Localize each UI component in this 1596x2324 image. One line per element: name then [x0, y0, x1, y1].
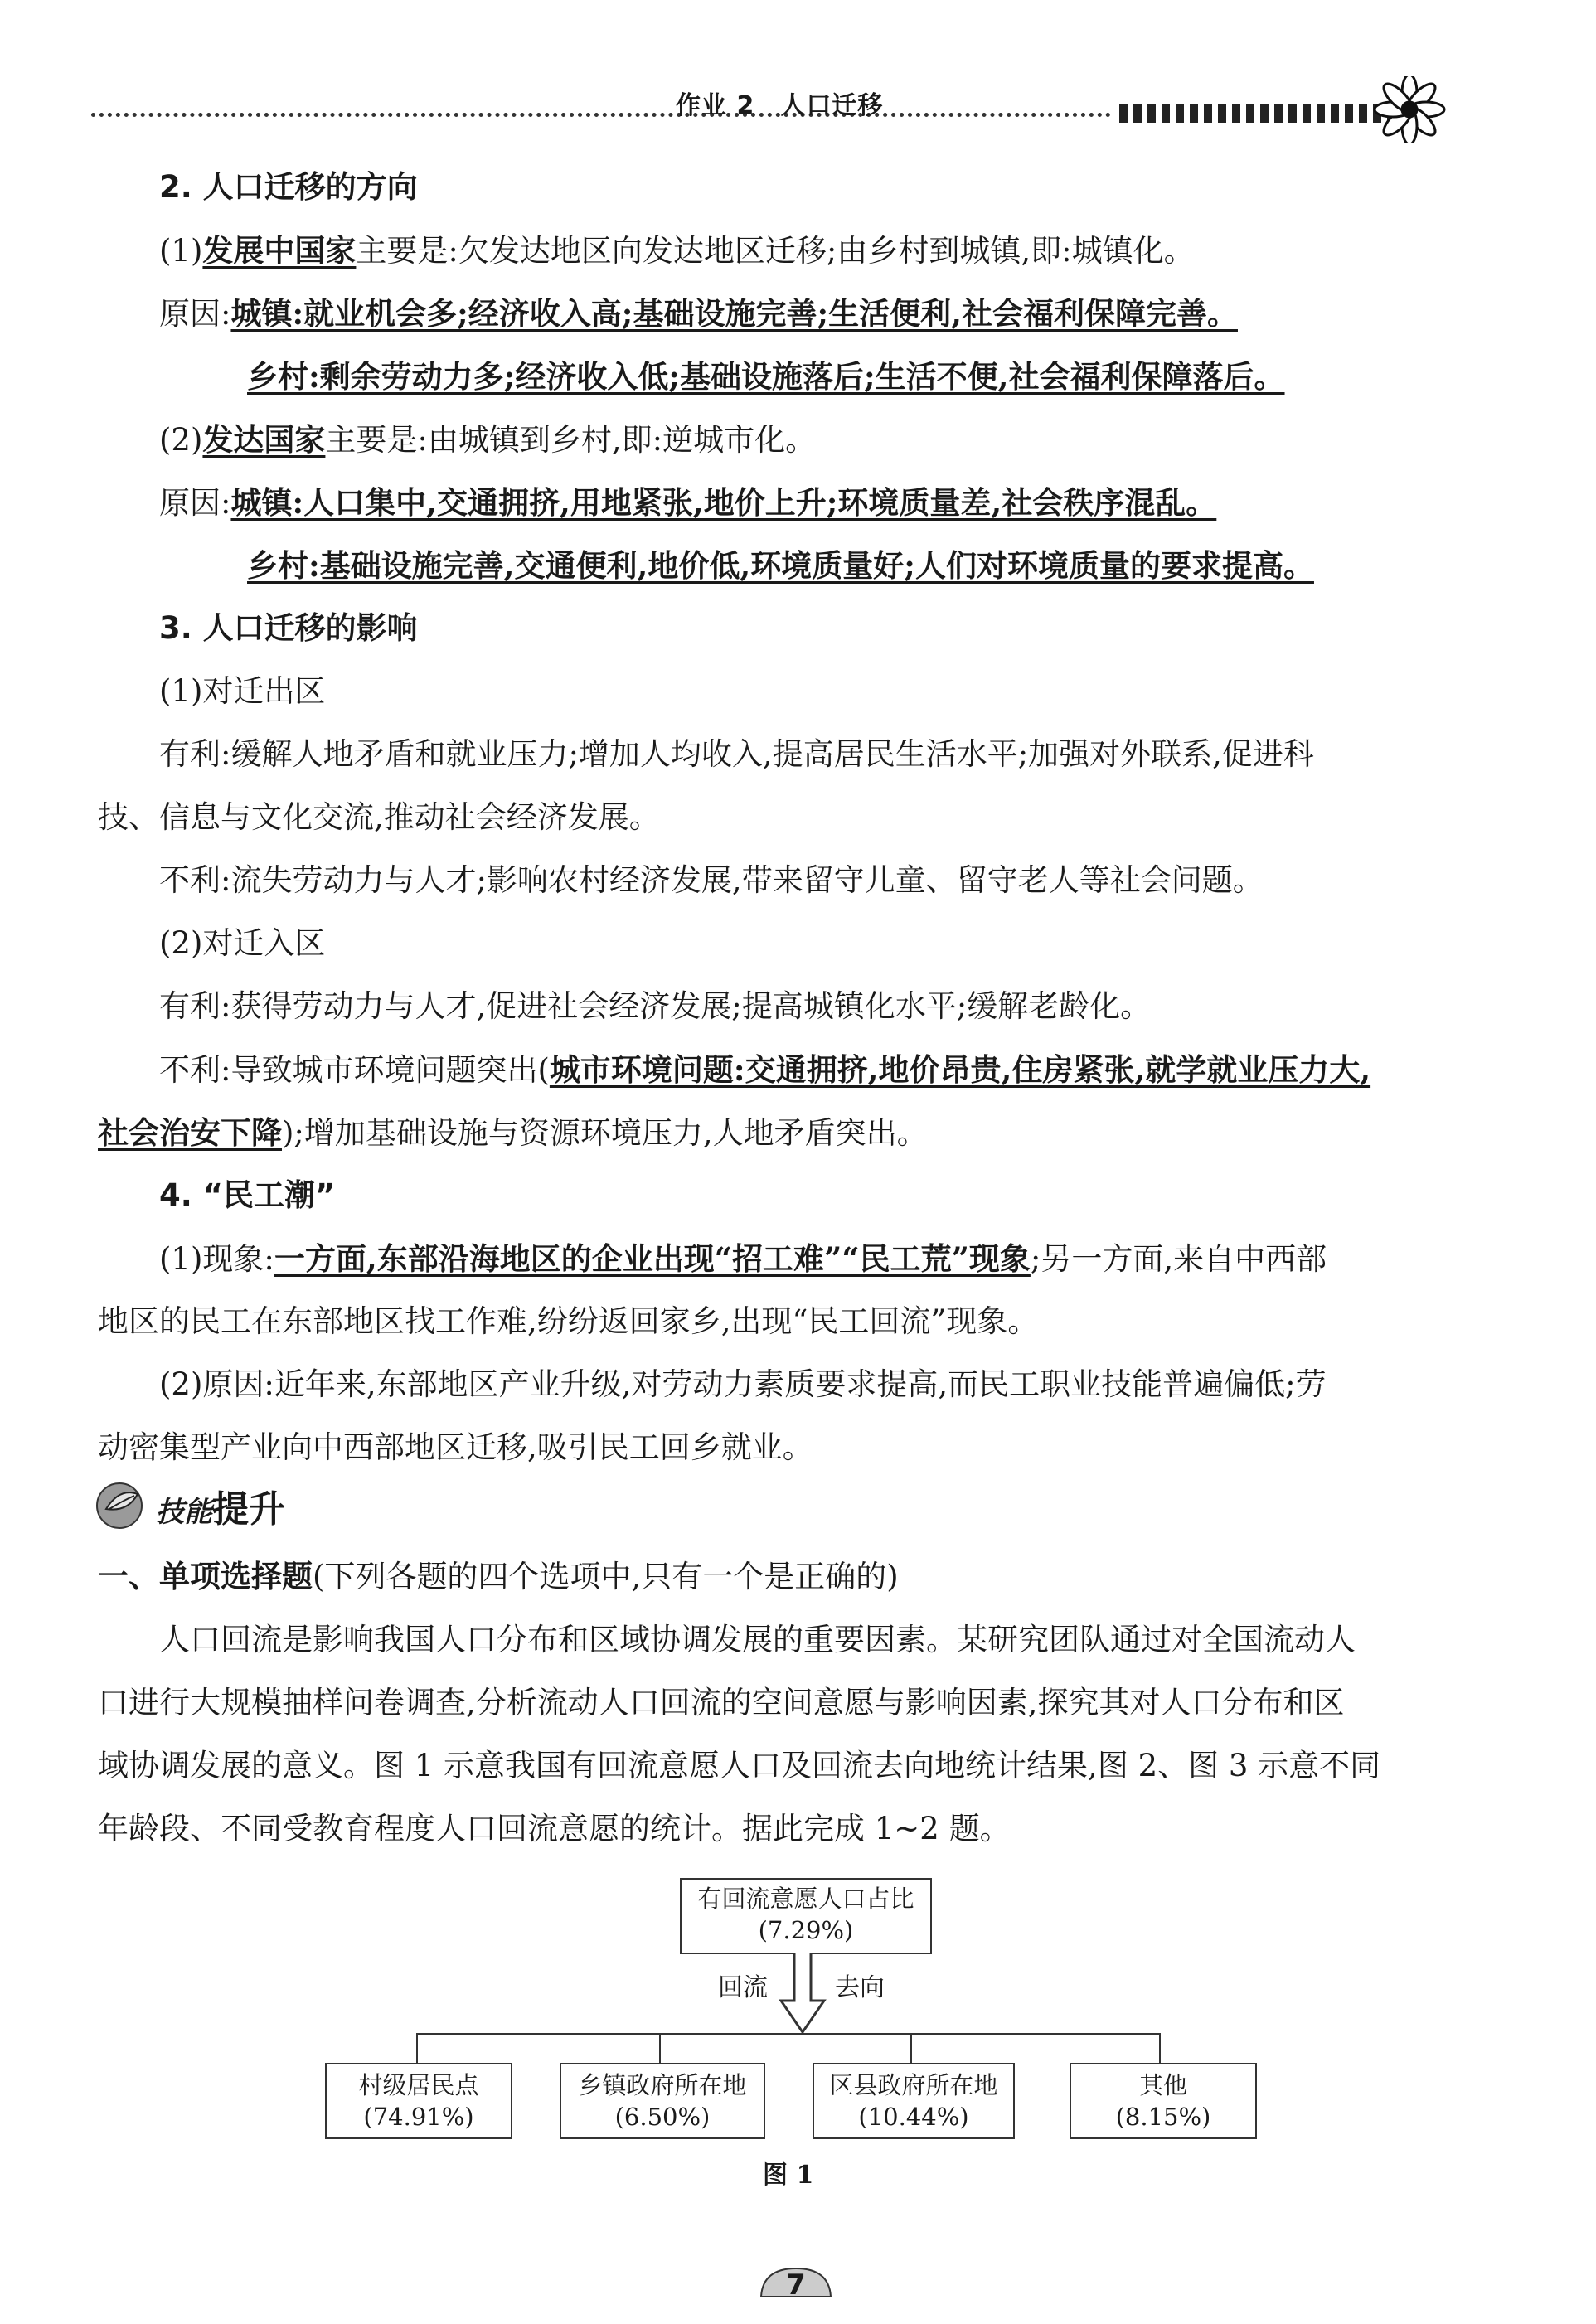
arrow-label-left: 回流	[718, 1973, 768, 2002]
connector-2	[659, 2033, 661, 2064]
section-3-heading: 3. 人口迁移的影响	[159, 610, 418, 646]
page-header	[91, 83, 1459, 133]
s2-l4-text: 主要是:由城镇到乡村,即:逆城市化。	[325, 422, 817, 458]
box-county-value: (10.44%)	[858, 2103, 969, 2131]
skill-title-a: 技能	[156, 1496, 212, 1529]
header-title: 作业 2 人口迁移	[676, 91, 884, 120]
arrow-label-right: 去向	[835, 1973, 885, 2002]
s3-dis2-answer-1: 城市环境问题:交通拥挤,地价昂贵,住房紧张,就学就业压力大,	[549, 1051, 1371, 1088]
box-other-value: (8.15%)	[1115, 2103, 1211, 2131]
header-bar-pattern	[1119, 104, 1393, 123]
s2-l6-answer: 乡村:基础设施完善,交通便利,地价低,环境质量好;人们对环境质量的要求提高。	[247, 547, 1314, 584]
s2-line-6	[247, 544, 1596, 588]
question-para-1: 人口回流是影响我国人口分布和区域协调发展的重要因素。某研究团队通过对全国流动人	[159, 1622, 1356, 1657]
s2-line-2	[159, 292, 1535, 336]
s2-l5-prefix: 原因:	[159, 485, 231, 521]
question-heading-note: (下列各题的四个选项中,只有一个是正确的)	[313, 1559, 899, 1594]
s3-dis2-answer-2: 社会治安下降	[98, 1114, 282, 1151]
question-heading	[98, 1555, 1474, 1599]
diagram-top-value: (7.29%)	[758, 1916, 854, 1944]
s3-adv-2: 有利:获得劳动力与人才,促进社会经济发展;提高城镇化水平;缓解老龄化。	[159, 988, 1152, 1024]
diagram-box-county	[813, 2063, 1015, 2139]
s2-l4-prefix: (2)	[159, 422, 203, 458]
s2-l2-prefix: 原因:	[159, 296, 231, 332]
diagram-top-box	[680, 1878, 932, 1954]
s3-dis2-prefix: 不利:导致城市环境问题突出(	[159, 1052, 550, 1088]
s2-l2-answer: 城镇:就业机会多;经济收入高;基础设施完善;生活便利,社会福利保障完善。	[230, 295, 1238, 332]
page-number-badge	[754, 2263, 837, 2303]
section-4-heading: 4. “民工潮”	[159, 1177, 336, 1213]
s4-l1-prefix: (1)现象:	[159, 1241, 274, 1277]
s2-line-5	[159, 481, 1535, 525]
s2-l4-keyword: 发达国家	[202, 421, 326, 458]
s3-dis-1: 不利:流失劳动力与人才;影响农村经济发展,带来留守儿童、留守老人等社会问题。	[159, 862, 1264, 898]
s4-l1-text: ;另一方面,来自中西部	[1030, 1241, 1327, 1277]
question-para-4: 年龄段、不同受教育程度人口回流意愿的统计。据此完成 1~2 题。	[98, 1811, 1011, 1846]
connector-1	[416, 2033, 418, 2064]
skill-title-b: 提升	[212, 1488, 285, 1531]
question-heading-bold: 一、单项选择题	[98, 1559, 313, 1594]
diagram-top-label: 有回流意愿人口占比	[697, 1885, 914, 1913]
s3-dis-2a	[159, 1048, 1535, 1092]
s3-adv-1a: 有利:缓解人地矛盾和就业压力;增加人均收入,提高居民生活水平;加强对外联系,促进科	[159, 736, 1314, 772]
box-county-label: 区县政府所在地	[829, 2071, 998, 2099]
s4-line-3: (2)原因:近年来,东部地区产业升级,对劳动力素质要求提高,而民工职业技能普遍偏低;劳	[159, 1366, 1327, 1402]
s4-line-1	[159, 1237, 1535, 1281]
s2-line-1	[159, 229, 1535, 273]
skill-title	[156, 1479, 285, 1532]
box-township-value: (6.50%)	[614, 2103, 711, 2131]
diagram-box-other	[1070, 2063, 1257, 2139]
s2-l1-keyword: 发展中国家	[202, 232, 357, 269]
section-2-heading: 2. 人口迁移的方向	[159, 169, 418, 205]
question-para-2: 口进行大规模抽样问卷调查,分析流动人口回流的空间意愿与影响因素,探究其对人口分布和区	[98, 1685, 1345, 1720]
s2-l3-answer: 乡村:剩余劳动力多;经济收入低;基础设施落后;生活不便,社会福利保障落后。	[247, 358, 1285, 395]
s4-line-4: 动密集型产业向中西部地区迁移,吸引民工回乡就业。	[98, 1429, 813, 1465]
leaf-badge-icon	[91, 1476, 151, 1531]
s3-adv-1b: 技、信息与文化交流,推动社会经济发展。	[98, 799, 660, 835]
connector-3	[910, 2033, 912, 2064]
s4-l1-answer: 一方面,东部沿海地区的企业出现“招工难”“民工荒”现象	[274, 1240, 1031, 1277]
s2-line-4	[159, 418, 1535, 462]
s3-sub-1: (1)对迁出区	[159, 673, 326, 709]
s3-dis2-text: );增加基础设施与资源环境压力,人地矛盾突出。	[282, 1115, 928, 1151]
flower-icon	[1372, 76, 1447, 143]
s3-dis-2b	[98, 1111, 1474, 1155]
question-para-3: 域协调发展的意义。图 1 示意我国有回流意愿人口及回流去向地统计结果,图 2、图 3 示意不同	[98, 1748, 1381, 1783]
box-township-label: 乡镇政府所在地	[578, 2071, 747, 2099]
down-arrow-icon	[778, 1953, 827, 2035]
s2-l5-answer: 城镇:人口集中,交通拥挤,用地紧张,地价上升;环境质量差,社会秩序混乱。	[230, 484, 1217, 521]
box-village-label: 村级居民点	[358, 2071, 479, 2099]
s3-sub-2: (2)对迁入区	[159, 925, 326, 961]
diagram-box-township	[560, 2063, 765, 2139]
diagram-box-village	[325, 2063, 512, 2139]
header-dotted-rule	[91, 113, 1111, 117]
box-village-value: (74.91%)	[363, 2103, 474, 2131]
page-number: 7	[786, 2268, 806, 2302]
s2-l1-text: 主要是:欠发达地区向发达地区迁移;由乡村到城镇,即:城镇化。	[356, 233, 1195, 269]
figure-caption: 图 1	[763, 2161, 814, 2190]
s4-line-2: 地区的民工在东部地区找工作难,纷纷返回家乡,出现“民工回流”现象。	[98, 1303, 1039, 1339]
s2-line-3	[247, 355, 1596, 399]
diagram-horizontal-connector	[416, 2033, 1161, 2035]
connector-4	[1159, 2033, 1161, 2064]
s2-l1-prefix: (1)	[159, 233, 203, 269]
box-other-label: 其他	[1138, 2071, 1187, 2099]
